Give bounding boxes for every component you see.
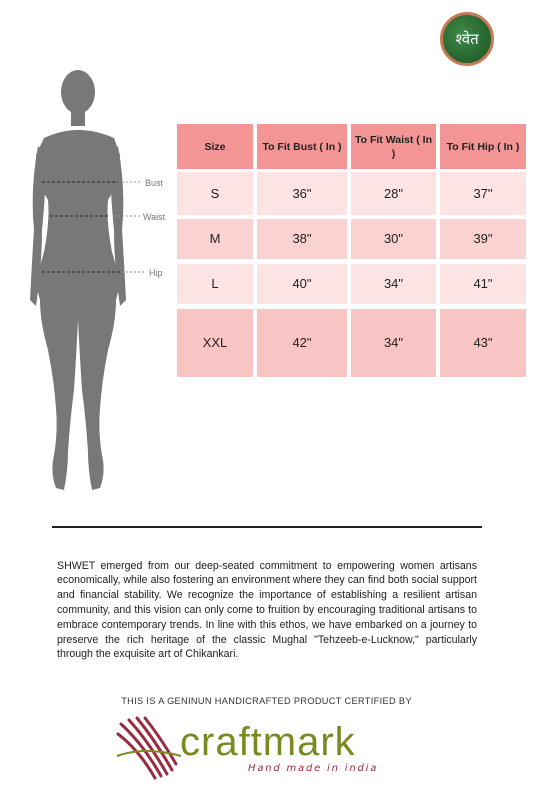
female-silhouette — [30, 70, 126, 490]
row-l-hip: 41" — [440, 264, 526, 304]
body-measurement-figure — [22, 60, 172, 500]
brand-story-paragraph: SHWET emerged from our deep-seated commitment to empowering women artisans economically, while also fostering an environment where they can find both social support and financial stability. We recognize the importance of establishing a resilient artisan community, and this vision can only come to fruition by encouraging traditional artisans to embrace contemporary trends. In line with this ethos, we have embarked on a journey to preserve the rich heritage of the classic Mughal "Tehzeeb-e-Lucknow," particularly through the exquisite art of Chikankari. — [57, 559, 477, 661]
row-m-waist: 30" — [351, 219, 436, 259]
bust-label: Bust — [145, 178, 164, 188]
row-l-waist: 34" — [351, 264, 436, 304]
row-xxl-hip: 43" — [440, 309, 526, 377]
certification-text: THIS IS A GENINUN HANDICRAFTED PRODUCT CERTIFIED BY — [121, 696, 412, 706]
row-s-hip: 37" — [440, 172, 526, 215]
shwet-logo-text: श्वेत — [455, 30, 479, 48]
header-hip: To Fit Hip ( In ) — [440, 124, 526, 169]
row-l-size: L — [177, 264, 253, 304]
craftmark-tagline: Hand made in india — [248, 763, 379, 774]
row-s-waist: 28" — [351, 172, 436, 215]
row-xxl-bust: 42" — [257, 309, 347, 377]
craftmark-swoosh-icon — [115, 716, 185, 782]
shwet-logo — [440, 12, 494, 66]
row-m-size: M — [177, 219, 253, 259]
row-m-hip: 39" — [440, 219, 526, 259]
header-size: Size — [177, 124, 253, 169]
hip-label: Hip — [149, 268, 163, 278]
row-s-bust: 36" — [257, 172, 347, 215]
row-xxl-waist: 34" — [351, 309, 436, 377]
row-xxl-size: XXL — [177, 309, 253, 377]
row-m-bust: 38" — [257, 219, 347, 259]
section-divider — [52, 526, 482, 528]
size-chart-table — [177, 124, 526, 377]
header-bust: To Fit Bust ( In ) — [257, 124, 347, 169]
row-l-bust: 40" — [257, 264, 347, 304]
header-waist: To Fit Waist ( In ) — [351, 124, 436, 169]
row-s-size: S — [177, 172, 253, 215]
craftmark-wordmark: craftmark — [180, 720, 356, 764]
craftmark-logo — [115, 716, 405, 782]
waist-label: Waist — [143, 212, 166, 222]
